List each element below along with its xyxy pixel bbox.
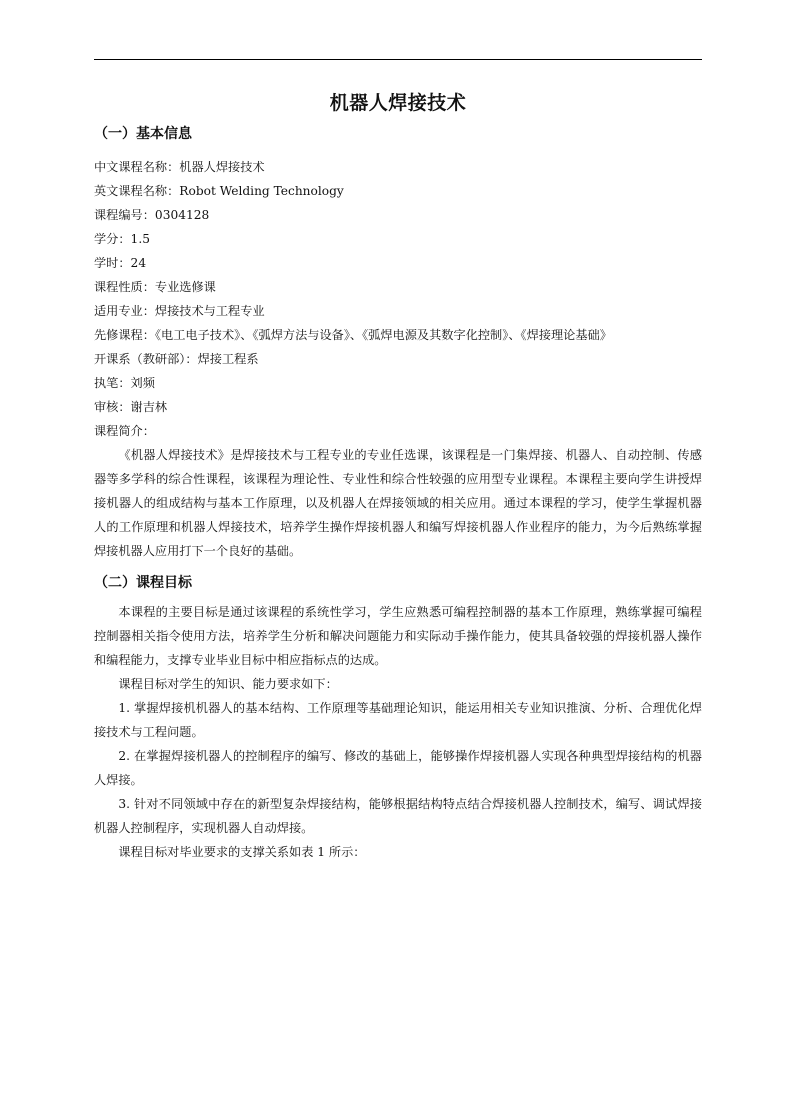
goals-main-paragraph: 本课程的主要目标是通过该课程的系统性学习，学生应熟悉可编程控制器的基本工作原理，熟练掌握可编程控制器相关指令使用方法，培养学生分析和解决问题能力和实际动手操作能力，使其具备较强的焊接机器人操作和编程能力，支撑专业毕业目标中相应指标点的达成。 — [94, 605, 702, 667]
info-line-prerequisites: 先修课程：《电工电子技术》、《弧焊方法与设备》、《弧焊电源及其数字化控制》、《焊接理论基础》 — [94, 328, 612, 342]
info-line-intro-label: 课程简介： — [94, 424, 155, 438]
info-line-reviewer: 审核：谢吉林 — [94, 400, 168, 414]
info-line-english-name: 英文课程名称：Robot Welding Technology — [94, 184, 344, 198]
header-rule — [94, 59, 702, 60]
section-heading-course-goals: （二）课程目标 — [94, 575, 192, 591]
info-line-author: 执笔：刘频 — [94, 376, 155, 390]
info-line-course-code: 课程编号：0304128 — [94, 208, 210, 222]
document-body — [94, 90, 702, 864]
info-line-course-type: 课程性质：专业选修课 — [94, 280, 216, 294]
goal-item-3: 3. 针对不同领域中存在的新型复杂焊接结构，能够根据结构特点结合焊接机器人控制技术，编写、调试焊接机器人控制程序，实现机器人自动焊接。 — [94, 797, 702, 835]
info-line-hours: 学时：24 — [94, 256, 147, 270]
section-heading-basic-info: （一）基本信息 — [94, 126, 192, 142]
course-intro-paragraph: 《机器人焊接技术》是焊接技术与工程专业的专业任选课，该课程是一门集焊接、机器人、自动控制、传感器等多学科的综合性课程，该课程为理论性、专业性和综合性较强的应用型专业课程。本课程主要向学生讲授焊接机器人的组成结构与基本工作原理，以及机器人在焊接领域的相关应用。通过本课程的学习，使学生掌握机器人的工作原理和机器人焊接技术，培养学生操作焊接机器人和编写焊接机器人作业程序的能力，为今后熟练掌握焊接机器人应用打下一个良好的基础。 — [94, 448, 702, 558]
info-line-department: 开课系（教研部）：焊接工程系 — [94, 352, 259, 366]
info-line-credits: 学分：1.5 — [94, 232, 150, 246]
info-line-major: 适用专业：焊接技术与工程专业 — [94, 304, 265, 318]
info-line-chinese-name: 中文课程名称：机器人焊接技术 — [94, 160, 265, 174]
goals-requirements-intro: 课程目标对学生的知识、能力要求如下： — [118, 677, 338, 691]
goal-item-1: 1. 掌握焊接机机器人的基本结构、工作原理等基础理论知识，能运用相关专业知识推演、分析、合理优化焊接技术与工程问题。 — [94, 701, 702, 739]
document-title: 机器人焊接技术 — [329, 92, 467, 114]
goals-table-reference: 课程目标对毕业要求的支撑关系如表 1 所示： — [118, 845, 366, 859]
goal-item-2: 2. 在掌握焊接机器人的控制程序的编写、修改的基础上，能够操作焊接机器人实现各种典型焊接结构的机器人焊接。 — [94, 749, 702, 787]
